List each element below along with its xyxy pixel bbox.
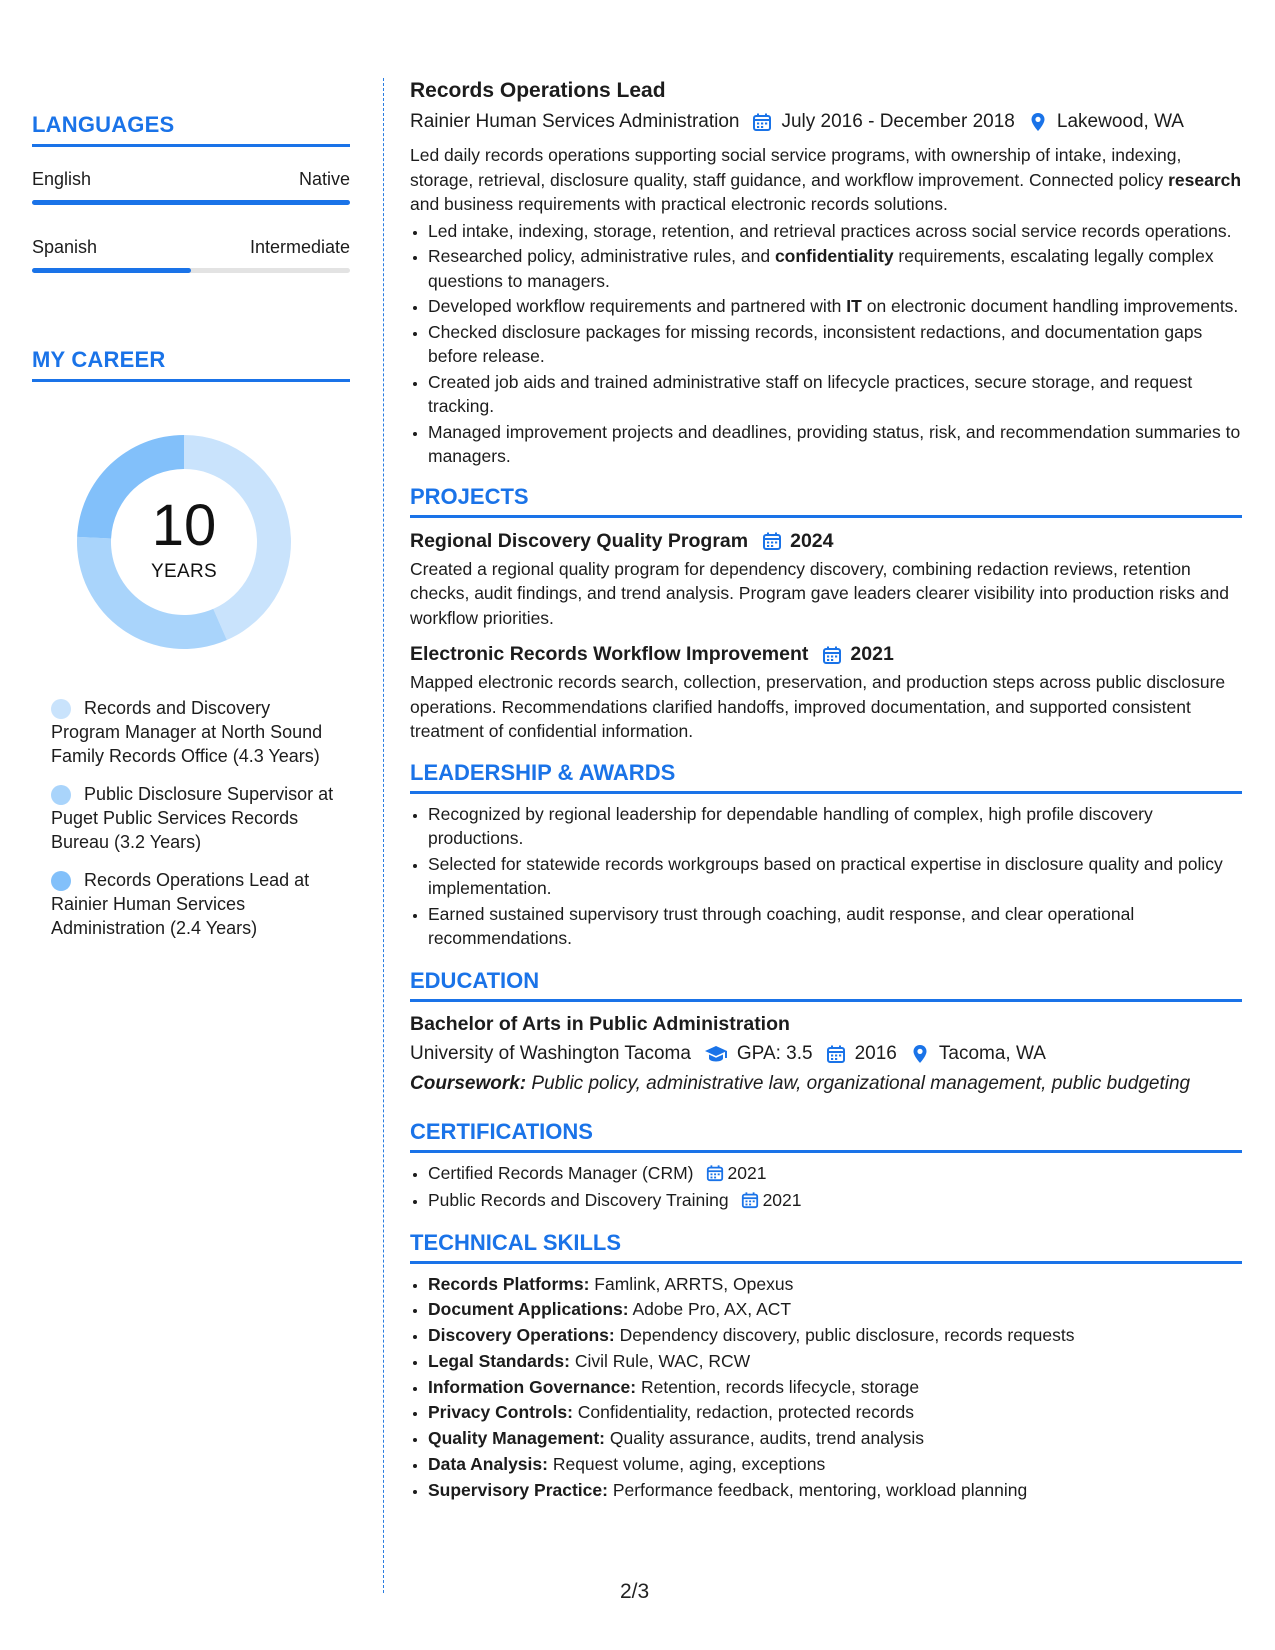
project-year: 2021 bbox=[850, 643, 894, 665]
job-bullet: • Researched policy, administrative rules, and confidentiality requirements, escalating legally complex questions to managers. bbox=[428, 244, 1242, 293]
job-title: Records Operations Lead bbox=[410, 79, 666, 102]
leadership-list bbox=[410, 802, 1242, 951]
job-meta bbox=[410, 111, 1242, 133]
project-title: Electronic Records Workflow Improvement 2021 bbox=[410, 643, 894, 665]
language-name: English bbox=[32, 169, 92, 189]
project-title: Regional Discovery Quality Program 2024 bbox=[410, 529, 834, 552]
job-summary: Led daily records operations supporting social service programs, with ownership of intake, indexing, storage, retrieval, disclosure quality, staff guidance, and workflow improvement. Connected policy research and business requirements with practical electronic records solutions. bbox=[410, 145, 1242, 214]
career-total-number: 10 bbox=[151, 493, 217, 558]
gpa: GPA: 3.5 bbox=[736, 1042, 813, 1064]
graduation-cap-icon bbox=[704, 1044, 728, 1064]
calendar-icon bbox=[826, 1044, 846, 1064]
language-spanish bbox=[32, 237, 350, 273]
career-total-unit: YEARS bbox=[151, 561, 217, 582]
career-heading: MY CAREER bbox=[32, 347, 350, 382]
job-location: Lakewood, WA bbox=[1056, 111, 1184, 132]
calendar-icon bbox=[822, 645, 842, 665]
job-bullet: • Led intake, indexing, storage, retention, and retrieval practices across social service records operations. bbox=[428, 219, 1242, 244]
map-pin-icon bbox=[910, 1044, 930, 1064]
job-bullet: • Checked disclosure packages for missing records, inconsistent redactions, and documentation gaps before release. bbox=[428, 320, 1242, 369]
legend-dot bbox=[51, 785, 71, 805]
skill-item: • Quality Management: Quality assurance, audits, trend analysis bbox=[428, 1426, 1242, 1452]
skill-item: • Document Applications: Adobe Pro, AX, ACT bbox=[428, 1297, 1242, 1323]
job-bullet: • Developed workflow requirements and partnered with IT on electronic document handling improvements. bbox=[428, 294, 1242, 319]
skills-heading: TECHNICAL SKILLS bbox=[410, 1230, 1242, 1264]
certification-item: • Certified Records Manager (CRM) 2021 bbox=[428, 1161, 1242, 1186]
legend-dot bbox=[51, 699, 71, 719]
language-level: Intermediate bbox=[249, 237, 350, 257]
language-name: Spanish bbox=[32, 237, 98, 257]
project-year: 2024 bbox=[790, 529, 834, 552]
school-name: University of Washington Tacoma bbox=[410, 1042, 691, 1064]
job-bullets bbox=[410, 219, 1242, 469]
language-bar-fill bbox=[32, 200, 350, 205]
leadership-item: • Earned sustained supervisory trust through coaching, audit response, and clear operational recommendations. bbox=[428, 902, 1242, 951]
degree-title: Bachelor of Arts in Public Administration bbox=[410, 1012, 790, 1035]
graduation-year: 2016 bbox=[854, 1042, 897, 1064]
project-desc: Created a regional quality program for dependency discovery, combining redaction reviews, retention checks, audit findings, and trend analysis. Program gave leaders clearer visibility into production risks and workflow priorities. bbox=[410, 558, 1230, 628]
skill-item: • Legal Standards: Civil Rule, WAC, RCW bbox=[428, 1349, 1242, 1375]
skill-item: • Records Platforms: Famlink, ARRTS, Opexus bbox=[428, 1272, 1242, 1298]
leadership-heading: LEADERSHIP & AWARDS bbox=[410, 760, 1242, 794]
skill-item: • Information Governance: Retention, records lifecycle, storage bbox=[428, 1375, 1242, 1401]
leadership-item: • Recognized by regional leadership for dependable handling of complex, high profile discovery productions. bbox=[428, 802, 1242, 851]
leadership-item: • Selected for statewide records workgroups based on practical expertise in disclosure quality and policy implementation. bbox=[428, 852, 1242, 901]
job-company: Rainier Human Services Administration bbox=[410, 111, 740, 132]
career-item: Records and Discovery Program Manager at North Sound Family Records Office (4.3 Years) bbox=[51, 698, 323, 766]
skill-item: • Discovery Operations: Dependency discovery, public disclosure, records requests bbox=[428, 1323, 1242, 1349]
legend-dot bbox=[51, 871, 71, 891]
job-bullet: • Created job aids and trained administrative staff on lifecycle practices, secure storage, and request tracking. bbox=[428, 370, 1242, 419]
school-location: Tacoma, WA bbox=[938, 1042, 1046, 1064]
career-item: Records Operations Lead at Rainier Human Services Administration (2.4 Years) bbox=[51, 870, 310, 938]
map-pin-icon bbox=[1028, 112, 1048, 132]
column-divider bbox=[383, 78, 384, 1593]
language-bar bbox=[32, 268, 350, 273]
main-content bbox=[410, 0, 1242, 1504]
job-dates: July 2016 - December 2018 bbox=[781, 111, 1015, 132]
education-heading: EDUCATION bbox=[410, 968, 1242, 1002]
job-bullet: • Managed improvement projects and deadlines, providing status, risk, and recommendation summaries to managers. bbox=[428, 420, 1242, 469]
languages-heading: LANGUAGES bbox=[32, 112, 350, 147]
calendar-icon bbox=[752, 112, 772, 132]
certifications-list bbox=[410, 1161, 1242, 1213]
skill-item: • Data Analysis: Request volume, aging, exceptions bbox=[428, 1452, 1242, 1478]
language-bar-fill bbox=[32, 268, 191, 273]
projects-heading: PROJECTS bbox=[410, 484, 1242, 518]
certification-item: • Public Records and Discovery Training 2021 bbox=[428, 1188, 1242, 1213]
sidebar bbox=[32, 0, 350, 954]
page-number: 2/3 bbox=[620, 1580, 650, 1603]
education-meta bbox=[410, 1043, 1242, 1065]
career-item: Public Disclosure Supervisor at Puget Public Services Records Bureau (3.2 Years) bbox=[51, 784, 334, 852]
calendar-icon bbox=[741, 1191, 759, 1209]
coursework: Coursework: Public policy, administrative law, organizational management, public budgeting bbox=[410, 1072, 1191, 1094]
language-level: Native bbox=[298, 169, 350, 189]
skill-item: • Privacy Controls: Confidentiality, redaction, protected records bbox=[428, 1400, 1242, 1426]
language-english bbox=[32, 169, 350, 205]
skills-list bbox=[410, 1272, 1242, 1504]
career-list bbox=[51, 696, 341, 940]
skill-item: • Supervisory Practice: Performance feedback, mentoring, workload planning bbox=[428, 1478, 1242, 1504]
language-bar bbox=[32, 200, 350, 205]
project-desc: Mapped electronic records search, collection, preservation, and production steps across public disclosure operations. Recommendations clarified handoffs, improved documentation, and supported consistent treatment of confidential information. bbox=[410, 672, 1226, 741]
calendar-icon bbox=[762, 531, 782, 551]
career-donut-chart bbox=[64, 422, 304, 662]
certifications-heading: CERTIFICATIONS bbox=[410, 1119, 1242, 1153]
calendar-icon bbox=[706, 1164, 724, 1182]
